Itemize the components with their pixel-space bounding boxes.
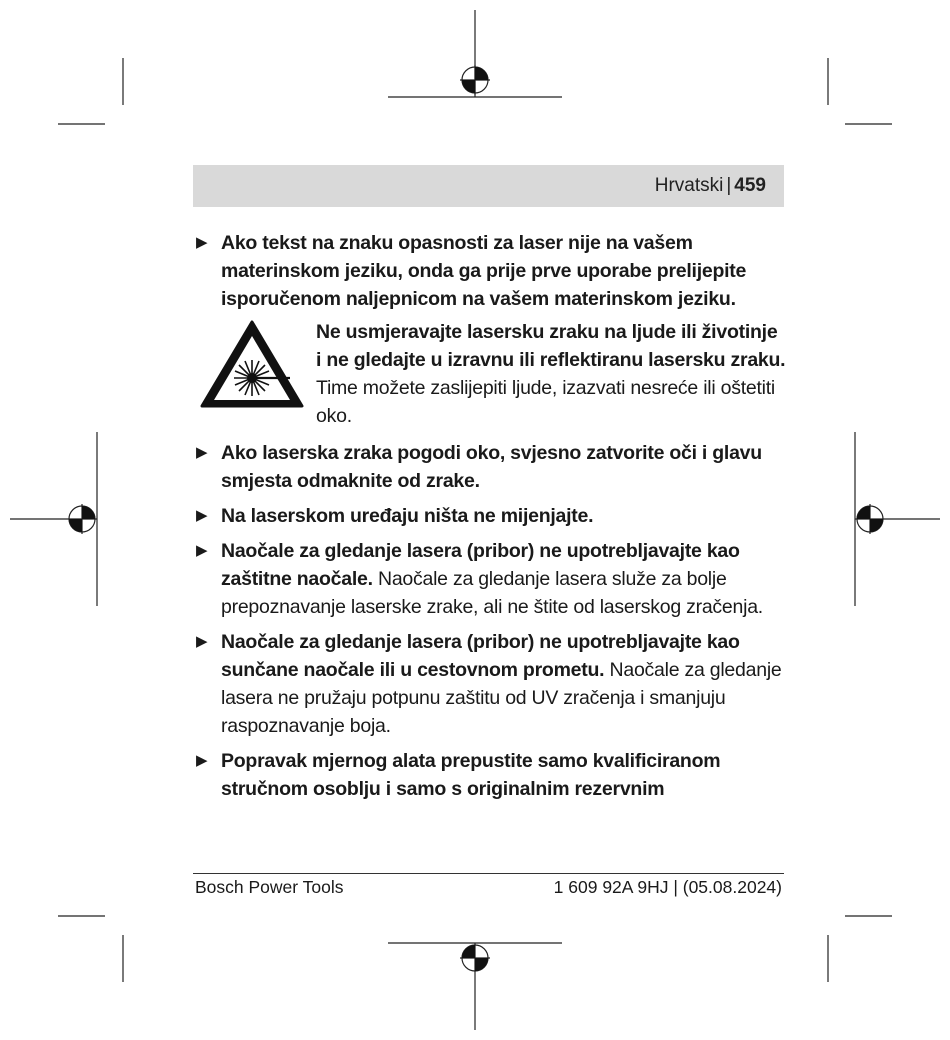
bullet-arrow-icon: ▶ <box>196 444 208 461</box>
bullet-arrow-icon: ▶ <box>196 507 208 524</box>
warning-normal-text: Time možete zaslijepiti ljude, izazvati nesreće ili oštetiti oko. <box>316 377 775 427</box>
item-bold-text: Naočale za gledanje lasera (pribor) ne upotrebljavajte kao zaštitne naočale. <box>221 540 740 590</box>
item-normal-text: Naočale za gledanje lasera služe za bolje prepoznavanje laserske zrake, ali ne štite od laserskog zračenja. <box>221 568 763 618</box>
item-bold-text: Popravak mjernog alata prepustite samo kvalificiranom stručnom osoblju i samo s originalnim rezervnim <box>221 750 721 800</box>
header-language: Hrvatski <box>654 175 724 196</box>
safety-instructions <box>196 229 788 810</box>
laser-warning-triangle-icon <box>198 318 306 410</box>
item-bold-text: Ako laserska zraka pogodi oko, svjesno zatvorite oči i glavu smjesta odmaknite od zrake. <box>221 442 762 492</box>
list-item <box>196 747 788 803</box>
bullet-arrow-icon: ▶ <box>196 752 208 769</box>
bullet-arrow-icon: ▶ <box>196 542 208 559</box>
item-bold-text: Na laserskom uređaju ništa ne mijenjajte. <box>221 505 594 527</box>
list-item <box>196 628 788 740</box>
list-item <box>196 537 788 621</box>
page-number: 459 <box>734 175 766 196</box>
footer-divider <box>193 873 784 874</box>
item-bold-text: Ako tekst na znaku opasnosti za laser nije na vašem materinskom jeziku, onda ga prije prve uporabe prelijepite isporučenom naljepnicom na vašem materinskom jeziku. <box>221 232 747 310</box>
item-normal-text: Naočale za gledanje lasera ne pružaju potpunu zaštitu od UV zračenja i smanjuju raspoznavanje boja. <box>221 659 782 737</box>
bullet-arrow-icon: ▶ <box>196 234 208 251</box>
footer-doc-id: 1 609 92A 9HJ | (05.08.2024) <box>553 877 782 897</box>
page-header-bar <box>193 165 784 207</box>
laser-warning-text <box>316 318 786 430</box>
header-separator: | <box>726 175 732 196</box>
list-item <box>196 502 788 530</box>
list-item <box>196 229 788 313</box>
list-item <box>196 439 788 495</box>
warning-bold-text: Ne usmjeravajte lasersku zraku na ljude ili životinje i ne gledajte u izravnu ili reflektiranu lasersku zraku. <box>316 321 786 371</box>
item-bold-text: Naočale za gledanje lasera (pribor) ne upotrebljavajte kao sunčane naočale ili u cestovnom prometu. <box>221 631 740 681</box>
footer-brand: Bosch Power Tools <box>195 877 344 897</box>
bullet-arrow-icon: ▶ <box>196 633 208 650</box>
laser-warning-block <box>196 318 788 434</box>
page-header <box>655 175 766 197</box>
